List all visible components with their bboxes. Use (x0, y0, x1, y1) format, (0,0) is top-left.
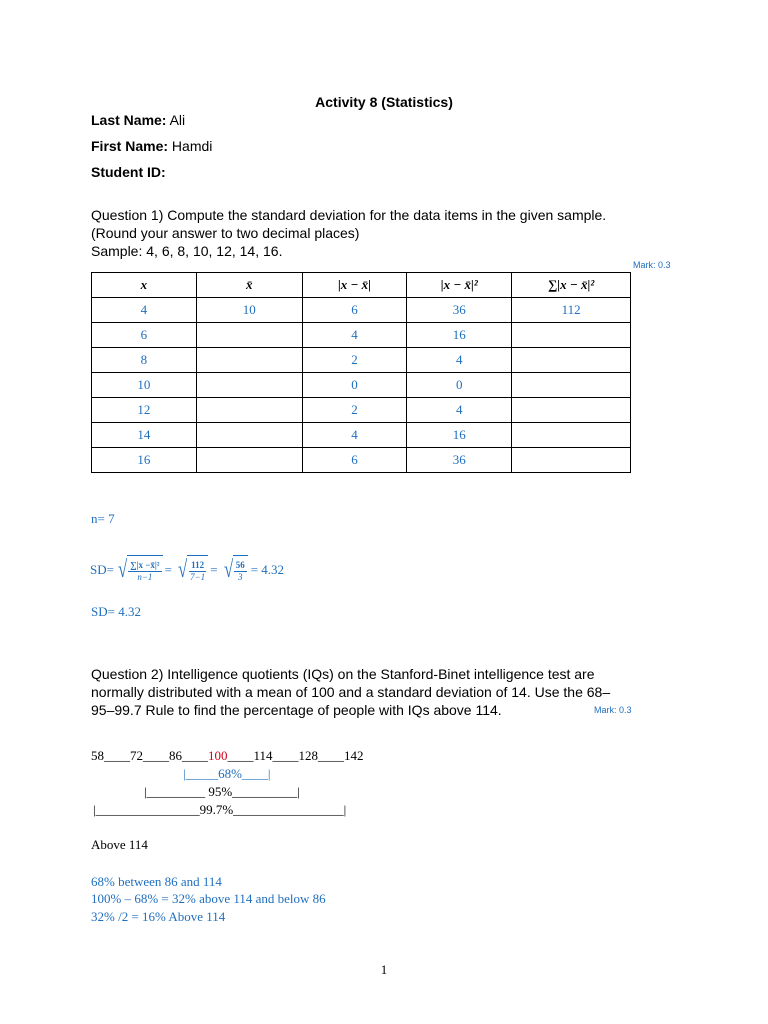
document-title: Activity 8 (Statistics) (315, 94, 453, 110)
iq-scale (91, 748, 364, 764)
frac-substituted-denominator: 7−1 (190, 571, 206, 582)
table-cell: 4 (302, 323, 407, 348)
question-1-line-3: Sample: 4, 6, 8, 10, 12, 14, 16. (91, 243, 283, 259)
answer-line-1: 68% between 86 and 114 (91, 874, 222, 889)
last-name-label: Last Name: (91, 112, 167, 128)
table-cell: 10 (92, 373, 197, 398)
equals-sign: = (164, 562, 172, 577)
page-number: 1 (380, 962, 388, 977)
rule-997-bracket: |________________99.7%_________________| (93, 802, 347, 817)
question-1-line-2: (Round your answer to two decimal places) (91, 225, 360, 241)
sd-formula (90, 552, 284, 588)
question-2-line-2: normally distributed with a mean of 100 and a standard deviation of 14. Use the 68– (91, 684, 611, 700)
frac-general-denominator: n−1 (137, 571, 153, 582)
table-cell (512, 373, 631, 398)
n-value-line: n= 7 (91, 511, 115, 526)
sqrt-general (116, 555, 163, 585)
table-row (92, 298, 631, 323)
sd-formula-result: = 4.32 (250, 562, 285, 577)
table-cell (196, 323, 302, 348)
iq-scale-mean: 100 (208, 748, 228, 763)
sqrt-icon: √ (117, 557, 128, 583)
table-cell: 36 (407, 298, 512, 323)
table-cell: 4 (92, 298, 197, 323)
table-cell: 6 (302, 448, 407, 473)
table-cell: 4 (407, 398, 512, 423)
equals-sign: = (210, 562, 218, 577)
table-cell (196, 423, 302, 448)
frac-substituted-numerator: 112 (191, 559, 205, 570)
iq-scale-left: 58____72____86____ (91, 748, 208, 763)
frac-simplified-denominator: 3 (237, 571, 243, 582)
table-header-abs-deviation: |x − x̄| (302, 273, 407, 298)
table-header-x: x (92, 273, 197, 298)
table-cell (512, 348, 631, 373)
table-cell (512, 423, 631, 448)
last-name-value: Ali (166, 112, 186, 128)
question-2-line-3: 95–99.7 Rule to find the percentage of people with IQs above 114. (91, 702, 502, 718)
table-cell: 2 (302, 348, 407, 373)
answer-line-3: 32% /2 = 16% Above 114 (91, 909, 226, 924)
frac-general-numerator: ∑|x −x̄|² (130, 559, 160, 570)
question-1-line-1: Question 1) Compute the standard deviation for the data items in the given sample. (91, 207, 607, 223)
table-row (92, 448, 631, 473)
rule-68-bracket: |_____68%____| (183, 766, 271, 781)
iq-scale-right: ____114____128____142 (227, 748, 364, 763)
table-cell (512, 398, 631, 423)
table-row (92, 373, 631, 398)
table-cell: 12 (92, 398, 197, 423)
table-cell (196, 348, 302, 373)
question-2-mark: Mark: 0.3 (594, 705, 632, 715)
table-cell: 16 (92, 448, 197, 473)
deviation-table (91, 272, 631, 473)
table-cell (196, 448, 302, 473)
sqrt-icon: √ (177, 557, 188, 583)
sd-formula-lhs: SD= (90, 562, 114, 577)
student-id-label: Student ID: (91, 164, 166, 180)
sqrt-icon: √ (223, 557, 233, 583)
question-2-line-1: Question 2) Intelligence quotients (IQs) on the Stanford-Binet intelligence test are (91, 666, 595, 682)
table-cell: 8 (92, 348, 197, 373)
table-cell (196, 373, 302, 398)
table-header-squared-deviation: |x − x̄|² (407, 273, 512, 298)
table-cell: 4 (302, 423, 407, 448)
table-cell: 10 (196, 298, 302, 323)
table-cell: 14 (92, 423, 197, 448)
table-row (92, 423, 631, 448)
table-cell: 16 (407, 323, 512, 348)
first-name-field (91, 138, 212, 154)
table-cell: 16 (407, 423, 512, 448)
table-cell: 36 (407, 448, 512, 473)
above-114-heading: Above 114 (91, 837, 148, 852)
table-header-row (92, 273, 631, 298)
sd-answer-line: SD= 4.32 (91, 604, 141, 619)
table-cell (196, 398, 302, 423)
student-id-field (91, 164, 166, 180)
last-name-field (91, 112, 185, 128)
first-name-label: First Name: (91, 138, 169, 154)
answer-line-2: 100% – 68% = 32% above 114 and below 86 (91, 891, 326, 906)
table-cell (512, 323, 631, 348)
sqrt-simplified (222, 555, 248, 585)
table-row (92, 398, 631, 423)
table-cell: 6 (302, 298, 407, 323)
table-row (92, 348, 631, 373)
table-cell: 4 (407, 348, 512, 373)
table-header-mean: x̄ (196, 273, 302, 298)
rule-95-bracket: |_________ 95%__________| (144, 784, 300, 799)
table-cell: 6 (92, 323, 197, 348)
frac-simplified-numerator: 56 (235, 559, 245, 570)
table-cell: 112 (512, 298, 631, 323)
table-cell: 0 (302, 373, 407, 398)
table-row (92, 323, 631, 348)
sqrt-substituted (176, 555, 208, 585)
question-1-mark: Mark: 0.3 (633, 260, 671, 270)
first-name-value: Hamdi (168, 138, 213, 154)
table-cell: 2 (302, 398, 407, 423)
table-cell: 0 (407, 373, 512, 398)
table-cell (512, 448, 631, 473)
table-header-sum-squared: ∑|x − x̄|² (512, 273, 631, 298)
